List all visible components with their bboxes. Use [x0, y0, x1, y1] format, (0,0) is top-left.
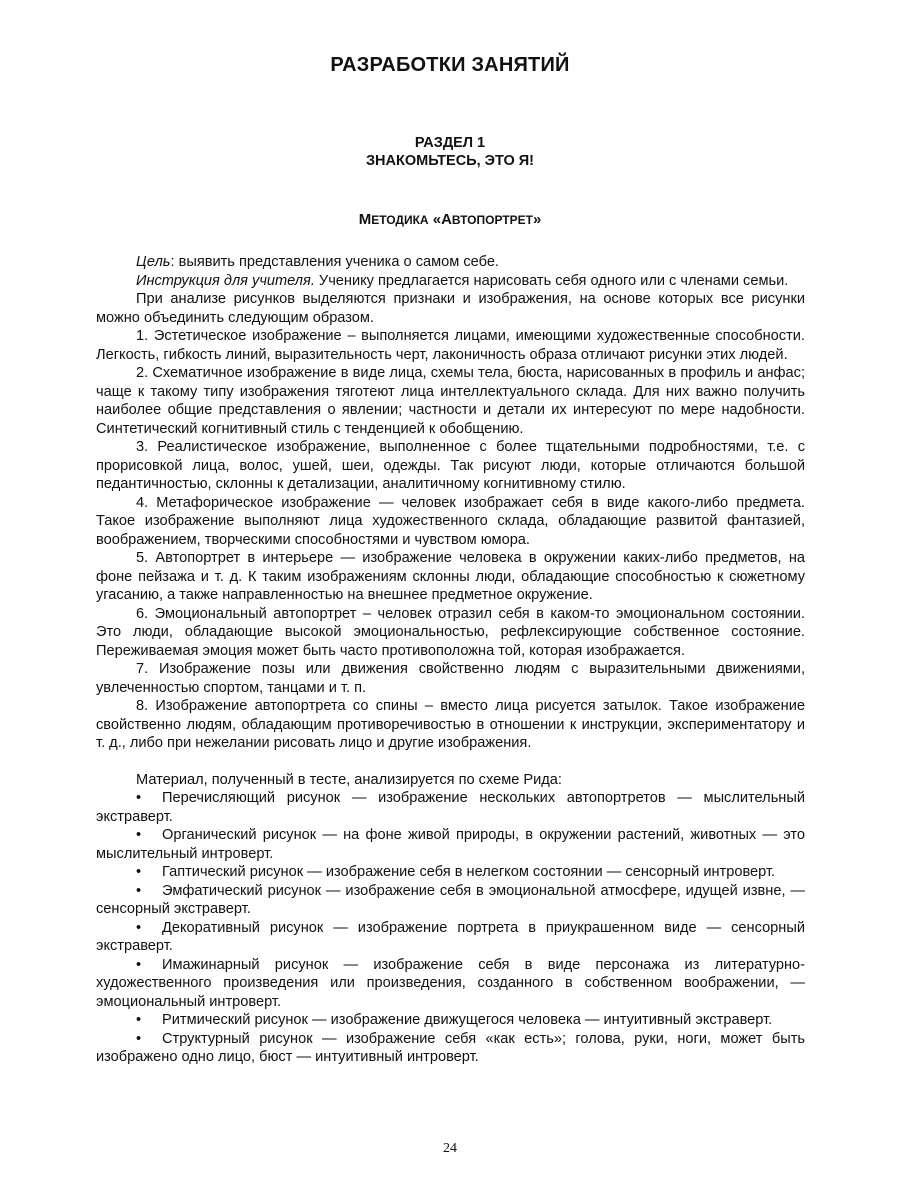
- bullet-marker: •: [136, 864, 142, 880]
- bullet-text: Структурный рисунок — изображение себя «как есть»; голова, руки, ноги, может быть изображено одно лицо, бюст — интуитивный интроверт.: [96, 1030, 805, 1065]
- bullet-text: Ритмический рисунок — изображение движущегося человека — интуитивный экстраверт.: [162, 1012, 773, 1028]
- bullet-marker: •: [136, 1030, 142, 1047]
- scheme-intro: Материал, полученный в тесте, анализируется по схеме Рида:: [136, 771, 562, 788]
- scheme-bullet: [96, 863, 805, 882]
- bullet-marker: •: [136, 790, 142, 806]
- type-item: 1. Эстетическое изображение – выполняется лицами, имеющими художественные способности. Легкость, гибкость линий, выразительность черт, лаконичность образа отличают рисунки этих людей.: [96, 328, 805, 363]
- bullet-marker: •: [136, 919, 142, 936]
- type-item: 2. Схематичное изображение в виде лица, схемы тела, бюста, нарисованных в профиль и анфас; чаще к такому типу изображения тяготеют лица интеллектуального склада. Для них важно получить наиболее общие представления о явлении; частности и детали их интересуют по мере надобности. Синтетический когнитивный стиль с тенденцией к обобщению.: [96, 365, 805, 437]
- page-heading: РАЗРАБОТКИ ЗАНЯТИЙ: [330, 54, 570, 76]
- analysis-intro: При анализе рисунков выделяются признаки и изображения, на основе которых все рисунки можно объединить следующим образом.: [96, 291, 805, 326]
- goal-paragraph: [96, 253, 805, 272]
- bullet-text: Перечисляющий рисунок — изображение нескольких автопортретов — мыслительный экстраверт.: [96, 790, 805, 825]
- method-title-part: ВТОПОРТРЕТ: [451, 213, 533, 227]
- bullet-text: Эмфатический рисунок — изображение себя в эмоциональной атмосфере, идущей извне, — сенсорный экстраверт.: [96, 882, 805, 917]
- method-title-part: ЕТОДИКА: [371, 213, 429, 227]
- section-title: ЗНАКОМЬТЕСЬ, ЭТО Я!: [365, 153, 535, 169]
- scheme-bullet: [96, 919, 805, 956]
- section-number: РАЗДЕЛ 1: [414, 135, 486, 151]
- method-title-part: »: [532, 211, 542, 228]
- type-item: 5. Автопортрет в интерьере — изображение человека в окружении каких-либо предметов, на фоне пейзажа и т. д. К таким изображениям склонны люди, обладающие способностью к сюжетному угасанию, а также направленностью на внешнее предметное окружение.: [96, 550, 805, 603]
- bullet-marker: •: [136, 882, 142, 899]
- bullet-marker: •: [136, 827, 142, 843]
- method-title: [0, 211, 900, 228]
- bullet-text: Имажинарный рисунок — изображение себя в виде персонажа из литературно-художественного произведения или произведения, созданного в собственном воображении, — эмоциональный интроверт.: [96, 956, 805, 1010]
- type-item: 8. Изображение автопортрета со спины – вместо лица рисуется затылок. Такое изображение свойственно людям, обладающим противоречивостью в отношении к инструкции, экспериментатору и т. д., либо при нежелании рисовать лицо и другие изображения.: [96, 698, 805, 751]
- bullet-text: Декоративный рисунок — изображение портрета в приукрашенном виде — сенсорный экстраверт.: [96, 919, 805, 954]
- page-number: 24: [443, 1141, 457, 1156]
- bullet-marker: •: [136, 956, 142, 973]
- body-text: [96, 253, 805, 1067]
- scheme-bullet: [96, 956, 805, 1012]
- goal-text: : выявить представления ученика о самом себе.: [170, 254, 499, 270]
- method-title-part: «А: [428, 211, 452, 228]
- goal-label: Цель: [136, 254, 171, 270]
- scheme-bullet: [96, 789, 805, 826]
- method-title-part: М: [358, 211, 372, 228]
- bullet-marker: •: [136, 1012, 142, 1028]
- scheme-bullet: [96, 1011, 805, 1030]
- bullet-text: Гаптический рисунок — изображение себя в нелегком состоянии — сенсорный интроверт.: [162, 864, 776, 880]
- type-item: 3. Реалистическое изображение, выполненное с более тщательными подробностями, т.е. с прорисовкой лица, волос, ушей, шеи, одежды. Так рисуют люди, которые отличаются большой педантичностью, склонны к детализации, аналитичному когнитивному стилю.: [96, 439, 805, 492]
- scheme-bullet: [96, 1030, 805, 1067]
- type-item: 4. Метафорическое изображение — человек изображает себя в виде какого-либо предмета. Такое изображение выполняют лица художественного склада, обладающие развитой фантазией, воображением, творческими способностями и чувством юмора.: [96, 494, 805, 548]
- instruction-text: Ученику предлагается нарисовать себя одного или с членами семьи.: [314, 272, 789, 289]
- instruction-label: Инструкция для учителя.: [136, 272, 315, 289]
- type-item: 7. Изображение позы или движения свойственно людям с выразительными движениями, увлеченностью спортом, танцами и т. п.: [96, 661, 805, 696]
- type-item: 6. Эмоциональный автопортрет – человек отразил себя в каком-то эмоциональном состоянии. Это люди, обладающие высокой эмоциональностью, рефлексирующие собственное состояние. Переживаемая эмоция может быть часто противоположна той, которая изображается.: [96, 605, 805, 659]
- scheme-bullet: [96, 826, 805, 863]
- instruction-paragraph: [96, 272, 805, 291]
- scheme-bullet: [96, 882, 805, 919]
- bullet-text: Органический рисунок — на фоне живой природы, в окружении растений, животных — это мыслительный интроверт.: [96, 827, 805, 862]
